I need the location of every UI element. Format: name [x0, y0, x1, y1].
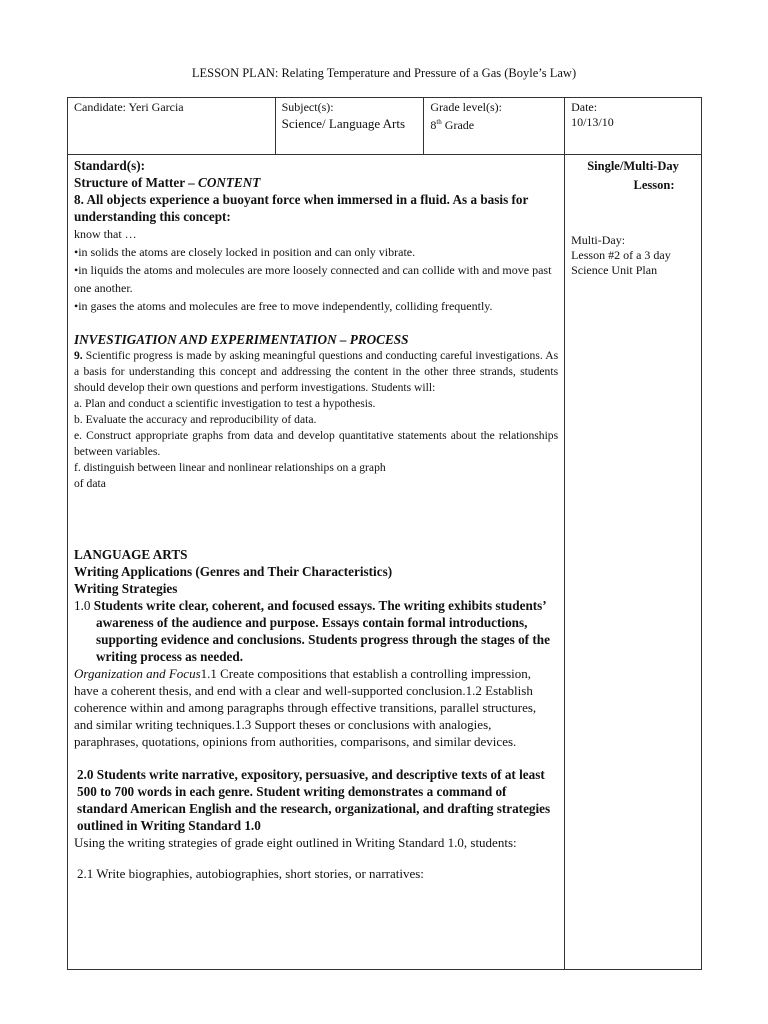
investigation-heading: INVESTIGATION AND EXPERIMENTATION – PROCESS: [74, 332, 409, 347]
language-arts-heading: LANGUAGE ARTS: [74, 547, 188, 562]
header-row: [68, 98, 702, 155]
date-value: 10/13/10: [571, 115, 614, 129]
grade-label: Grade level(s):: [430, 100, 502, 114]
subject-label: Subject(s):: [281, 100, 334, 114]
standard-1-0: 1.0 Students write clear, coherent, and focused essays. The writing exhibits students’ awareness of the audience and purpose. Essays contain formal introductions, supporting evidence and conclusions. Students progress through the stages of the writing process as needed.: [74, 598, 550, 664]
multi-day-label: Multi-Day:: [571, 233, 626, 247]
item-f-continued: of data: [74, 477, 106, 490]
standard-8: 8. All objects experience a buoyant force when immersed in a fluid. As a basis for understanding this concept:: [74, 192, 529, 224]
bullet-solids: •in solids the atoms are closely locked in position and can only vibrate.: [74, 245, 416, 259]
standards-cell: [68, 155, 565, 970]
bullet-gases: •in gases the atoms and molecules are free to move independently, colliding frequently.: [74, 299, 493, 313]
document-title: LESSON PLAN: Relating Temperature and Pressure of a Gas (Boyle’s Law): [191, 66, 577, 80]
lesson-heading: Lesson:: [633, 178, 675, 192]
date-label: Date:: [571, 100, 598, 114]
standard-2-0: 2.0 Students write narrative, expository, persuasive, and descriptive texts of at least 500 to 700 words in each genre. Student writing demonstrates a command of standard American English and the research, organizational, and drafting strategies outlined in Writing Standard 1.0: [77, 767, 551, 833]
standards-heading: Standard(s):: [74, 158, 146, 173]
grade-number: 8: [430, 118, 437, 132]
lesson-number-text: Lesson #2 of a 3 day Science Unit Plan: [571, 248, 671, 277]
grade-cell: [424, 98, 565, 155]
single-multi-day-heading: Single/Multi-Day: [587, 159, 679, 173]
bullet-liquids: •in liquids the atoms and molecules are more loosely connected and can collide with and move past one another.: [74, 263, 552, 295]
item-f: f. distinguish between linear and nonlinear relationships on a graph: [74, 461, 386, 474]
writing-applications: Writing Applications (Genres and Their Characteristics): [74, 564, 393, 579]
subject-cell: [275, 98, 424, 155]
candidate-text: Candidate: Yeri Garcia: [74, 100, 184, 114]
standards-row: [68, 155, 702, 970]
subject-value: Science/ Language Arts: [281, 116, 406, 131]
standard-2-0-followup: Using the writing strategies of grade eight outlined in Writing Standard 1.0, students:: [74, 835, 517, 850]
grade-suffix: th: [436, 118, 442, 126]
candidate-cell: [68, 98, 276, 155]
item-b: b. Evaluate the accuracy and reproducibility of data.: [74, 413, 317, 426]
item-e: e. Construct appropriate graphs from data and develop quantitative statements about the relationships between variables.: [74, 429, 559, 458]
lesson-plan-table: [67, 97, 702, 970]
writing-strategies: Writing Strategies: [74, 581, 178, 596]
organization-focus: Organization and Focus1.1 Create compositions that establish a controlling impression, have a coherent thesis, and end with a clear and well-supported conclusion.1.2 Establish coherence within and among paragraphs through effective transitions, parallel structures, and similar writing techniques.1.3 Support theses or conclusions with analogies, paraphrases, quotations, opinions from authorities, comparisons, and similar devices.: [74, 666, 537, 749]
grade-word: Grade: [444, 118, 475, 132]
date-cell: [565, 98, 702, 155]
standard-2-1: 2.1 Write biographies, autobiographies, short stories, or narratives:: [77, 866, 424, 881]
investigation-text: 9. Scientific progress is made by asking meaningful questions and conducting careful investigations. As a basis for understanding this concept and addressing the content in the other three strands, students should develop their own questions and perform investigations. Students will:: [74, 349, 559, 394]
lesson-type-cell: [565, 155, 702, 970]
know-that: know that …: [74, 227, 137, 241]
grade-value: [430, 115, 558, 133]
content-heading: Structure of Matter – CONTENT: [74, 175, 261, 190]
item-a: a. Plan and conduct a scientific investigation to test a hypothesis.: [74, 397, 376, 410]
